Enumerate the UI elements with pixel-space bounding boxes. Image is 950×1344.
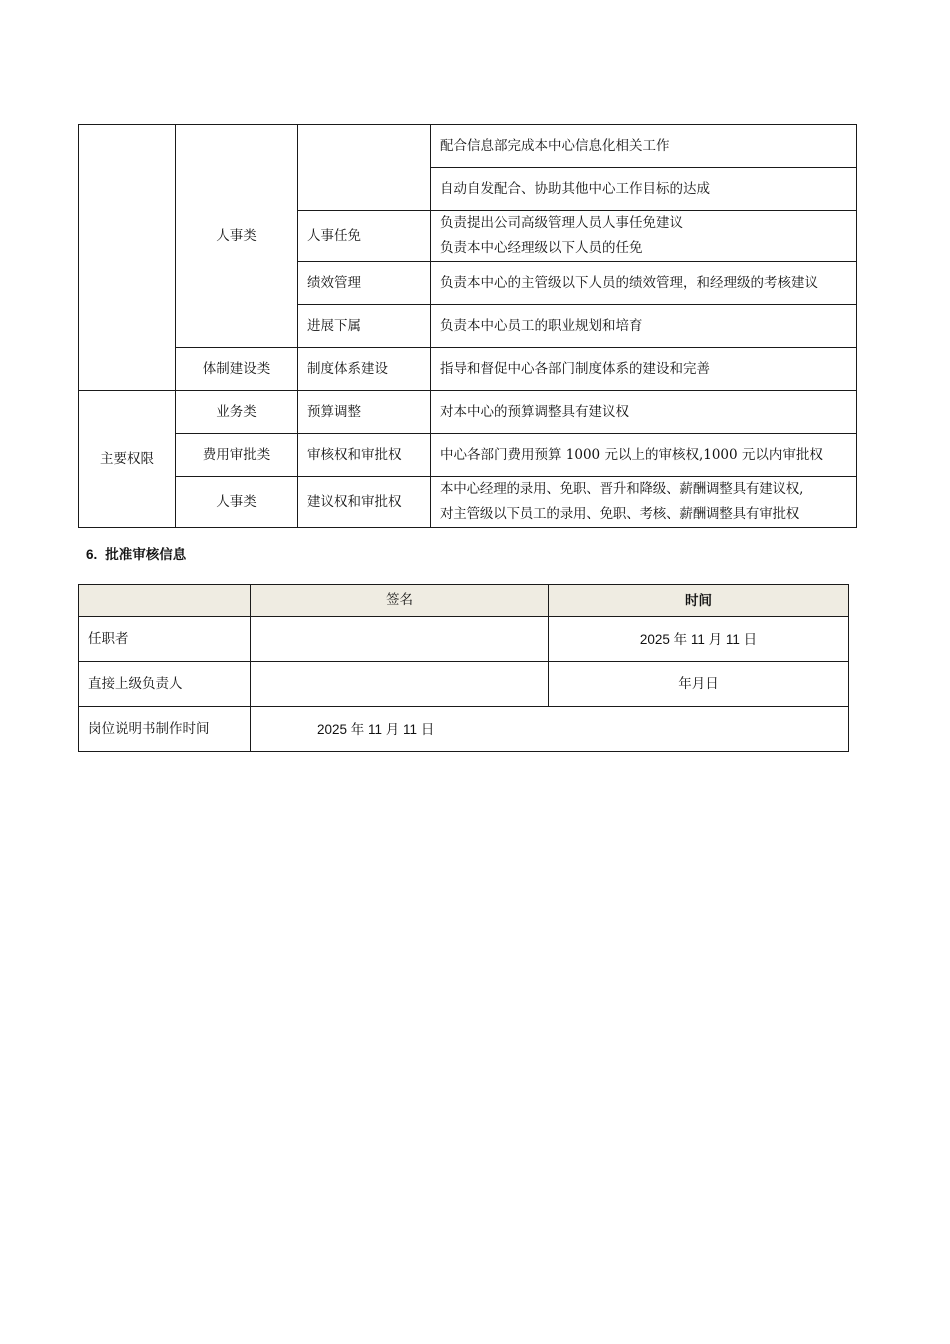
perf-desc: 负责本中心的主管级以下人员的绩效管理，和经理级的考核建议	[431, 262, 857, 305]
sign-cell[interactable]	[251, 617, 549, 662]
sys-item: 制度体系建设	[298, 348, 431, 391]
time-cell: 2025 年 11 月 11 日	[549, 617, 849, 662]
authority-label: 主要权限	[79, 391, 176, 528]
hr2-desc-line: 对主管级以下员工的录用、免职、考核、薪酬调整具有审批权	[440, 506, 800, 522]
header-time: 时间	[549, 585, 849, 617]
approval-table	[78, 584, 849, 752]
hr-category: 人事类	[176, 125, 298, 348]
made-label: 岗位说明书制作时间	[79, 707, 251, 752]
hr2-desc	[431, 477, 857, 528]
budget-desc: 对本中心的预算调整具有建议权	[431, 391, 857, 434]
biz-category: 业务类	[176, 391, 298, 434]
sign-cell[interactable]	[251, 662, 549, 707]
header-sign: 签名	[251, 585, 549, 617]
sys-desc: 指导和督促中心各部门制度体系的建设和完善	[431, 348, 857, 391]
section-number: 6.	[86, 547, 98, 562]
row-label: 直接上级负责人	[79, 662, 251, 707]
appoint-desc-line: 负责提出公司高级管理人员人事任免建议	[440, 215, 683, 231]
budget-item: 预算调整	[298, 391, 431, 434]
appoint-desc	[431, 211, 857, 262]
empty-cell	[79, 125, 176, 391]
header-empty	[79, 585, 251, 617]
fee-item: 审核权和审批权	[298, 434, 431, 477]
empty-cell	[298, 125, 431, 211]
fee-category: 费用审批类	[176, 434, 298, 477]
time-cell: 年月日	[549, 662, 849, 707]
row-label: 任职者	[79, 617, 251, 662]
hr2-desc-line: 本中心经理的录用、免职、晋升和降级、薪酬调整具有建议权,	[440, 481, 804, 497]
section-heading	[86, 543, 194, 563]
made-value: 2025 年 11 月 11 日	[251, 707, 849, 752]
dev-item: 进展下属	[298, 305, 431, 348]
section-title: 批准审核信息	[105, 547, 187, 562]
fee-desc: 中心各部门费用预算 1000 元以上的审核权,1000 元以内审批权	[431, 434, 857, 477]
responsibility-table	[78, 124, 857, 528]
perf-item: 绩效管理	[298, 262, 431, 305]
appoint-item: 人事任免	[298, 211, 431, 262]
row2-desc: 自动自发配合、协助其他中心工作目标的达成	[431, 168, 857, 211]
row1-desc: 配合信息部完成本中心信息化相关工作	[431, 125, 857, 168]
hr2-item: 建议权和审批权	[298, 477, 431, 528]
dev-desc: 负责本中心员工的职业规划和培育	[431, 305, 857, 348]
hr2-category: 人事类	[176, 477, 298, 528]
appoint-desc-line: 负责本中心经理级以下人员的任免	[440, 240, 643, 256]
sys-category: 体制建设类	[176, 348, 298, 391]
